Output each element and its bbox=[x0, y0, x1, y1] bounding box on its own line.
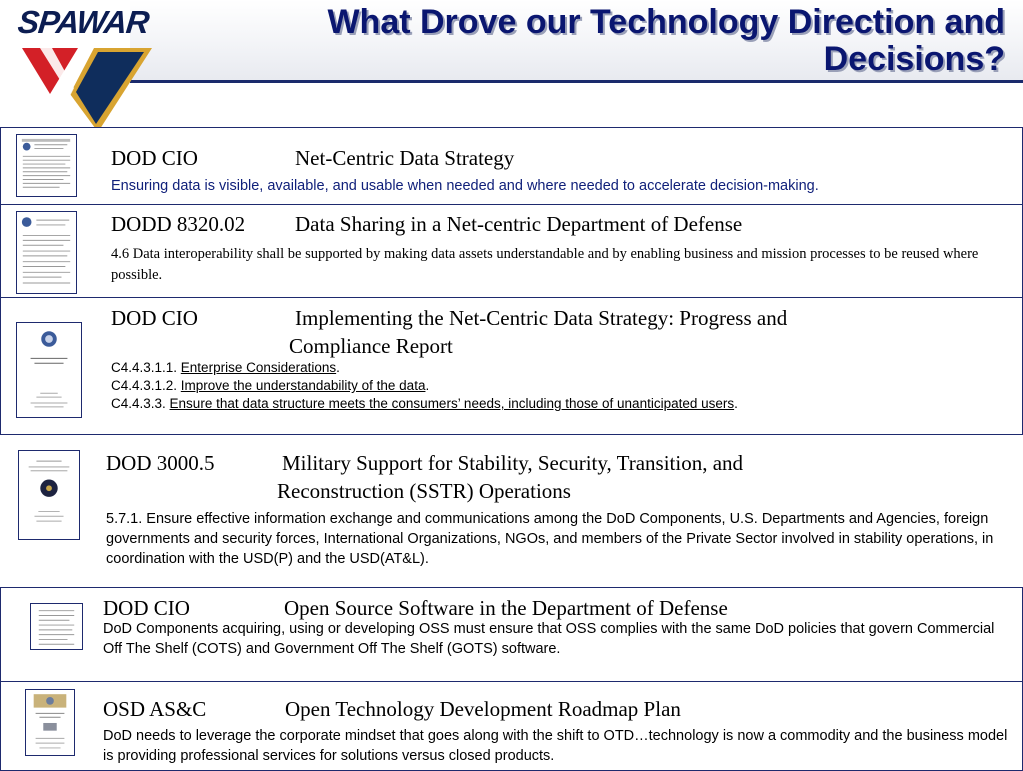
item-body: DoD needs to leverage the corporate mindset that goes along with the shift to OTD…technology is now a commodity and the business model is providing professional services for solutions versus closed products. bbox=[103, 728, 1008, 764]
item-body: 5.7.1. Ensure effective information exchange and communications among the DoD Components, U.S. Departments and Agencies, foreign governments and security forces, International Organizations, NGOs, and members of the Private Sector involved in stability operations, in coordination with the USD(P) and the USD(AT&L). bbox=[106, 511, 994, 567]
item-title-line-1: Implementing the Net-Centric Data Strategy: Progress and bbox=[295, 306, 788, 330]
item-title: Open Source Software in the Department of Defense bbox=[284, 596, 728, 620]
reference-link[interactable]: Enterprise Considerations bbox=[180, 360, 337, 375]
reference-line: C4.4.3.1.1. Enterprise Considerations. bbox=[111, 360, 340, 375]
item-id: DOD CIO bbox=[111, 146, 198, 170]
item-title: Data Sharing in a Net-centric Department of Defense bbox=[295, 212, 743, 236]
reference-link[interactable]: Improve the understandability of the data bbox=[180, 378, 426, 393]
spawar-logo bbox=[12, 4, 162, 132]
reference-line: C4.4.3.1.2. Improve the understandability of the data. bbox=[111, 378, 430, 393]
item-title-line-2: Compliance Report bbox=[289, 334, 453, 358]
item-id: DOD 3000.5 bbox=[106, 451, 215, 475]
item-title-line-1: Military Support for Stability, Security, Transition, and bbox=[282, 451, 744, 475]
document-thumbnail-icon bbox=[16, 322, 82, 418]
document-thumbnail-icon bbox=[30, 603, 83, 650]
item-title-line-2: Reconstruction (SSTR) Operations bbox=[277, 479, 571, 503]
slide-title: What Drove our Technology Direction and Decisions? bbox=[327, 3, 1005, 78]
reference-link[interactable]: Ensure that data structure meets the consumers’ needs, including those of unanticipated users bbox=[169, 396, 735, 411]
document-thumbnail-icon bbox=[16, 134, 77, 197]
document-thumbnail-icon bbox=[18, 450, 80, 540]
document-thumbnail-icon bbox=[16, 211, 77, 294]
reference-line: C4.4.3.3. Ensure that data structure meets the consumers’ needs, including those of unanticipated users. bbox=[111, 396, 738, 411]
item-body: 4.6 Data interoperability shall be supported by making data assets understandable and by enabling business and mission processes to be reused where possible. bbox=[111, 246, 979, 283]
item-id: DOD CIO bbox=[103, 596, 190, 620]
item-body: Ensuring data is visible, available, and usable when needed and where needed to accelerate decision-making. bbox=[111, 178, 819, 194]
document-thumbnail-icon bbox=[25, 689, 75, 756]
item-title: Open Technology Development Roadmap Plan bbox=[285, 697, 681, 721]
item-title: Net-Centric Data Strategy bbox=[295, 146, 515, 170]
logo-text: SPAWAR bbox=[16, 4, 151, 40]
item-id: OSD AS&C bbox=[103, 697, 207, 721]
item-id: DODD 8320.02 bbox=[111, 212, 246, 236]
title-rule bbox=[130, 80, 1023, 83]
item-id: DOD CIO bbox=[111, 306, 198, 330]
item-body: DoD Components acquiring, using or developing OSS must ensure that OSS complies with the same DoD policies that govern Commercial Off The Shelf (COTS) and Government Off The Shelf (GOTS) software. bbox=[103, 621, 995, 657]
